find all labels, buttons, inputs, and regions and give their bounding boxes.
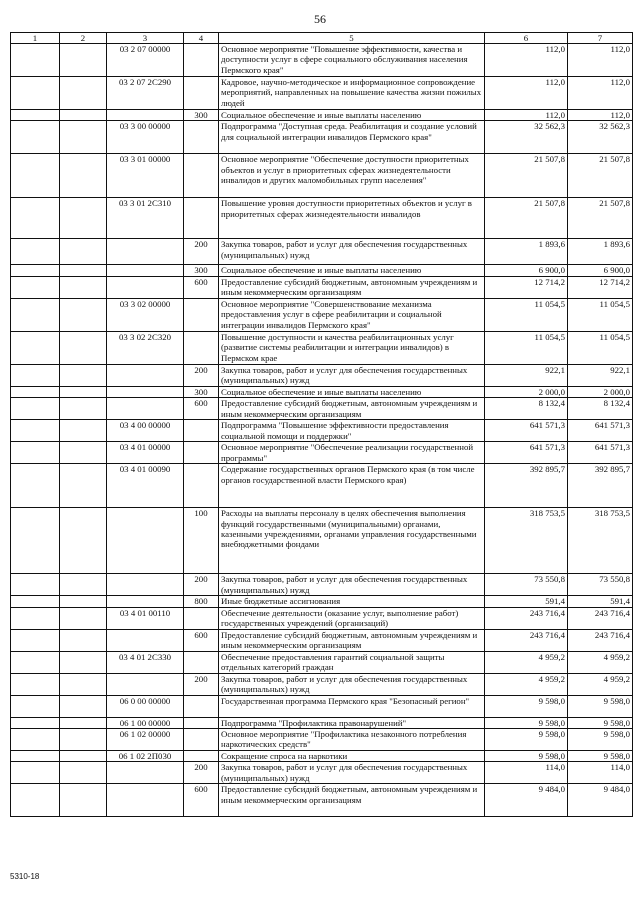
cell-col-4 (184, 198, 219, 239)
cell-col-3: 03 2 07 00000 (107, 44, 184, 77)
cell-col-5: Содержание государственных органов Пермского края (в том числе органов государственной власти Пермского края) (219, 464, 485, 508)
cell-col-6: 922,1 (485, 364, 568, 386)
cell-col-6: 243 716,4 (485, 607, 568, 629)
cell-col-1 (11, 784, 60, 817)
column-header: 5 (219, 33, 485, 44)
cell-col-1 (11, 442, 60, 464)
cell-col-4 (184, 751, 219, 762)
cell-col-6: 243 716,4 (485, 629, 568, 651)
cell-col-2 (60, 364, 107, 386)
cell-col-4 (184, 77, 219, 110)
cell-col-7: 1 893,6 (568, 239, 633, 265)
cell-col-6: 591,4 (485, 596, 568, 607)
cell-col-4: 300 (184, 110, 219, 121)
cell-col-6: 9 484,0 (485, 784, 568, 817)
cell-col-7: 73 550,8 (568, 574, 633, 596)
column-header: 7 (568, 33, 633, 44)
table-row (11, 121, 633, 154)
budget-table (10, 32, 633, 817)
cell-col-5: Обеспечение деятельности (оказание услуг, выполнение работ) государственных учреждений (организаций) (219, 607, 485, 629)
cell-col-6: 6 900,0 (485, 265, 568, 276)
cell-col-1 (11, 508, 60, 574)
cell-col-1 (11, 729, 60, 751)
cell-col-7: 21 507,8 (568, 198, 633, 239)
cell-col-2 (60, 784, 107, 817)
cell-col-1 (11, 110, 60, 121)
cell-col-1 (11, 298, 60, 331)
cell-col-1 (11, 762, 60, 784)
table-row (11, 364, 633, 386)
cell-col-3: 03 4 01 00090 (107, 464, 184, 508)
table-row (11, 239, 633, 265)
cell-col-3 (107, 110, 184, 121)
cell-col-5: Подпрограмма "Повышение эффективности предоставления социальной помощи и поддержки" (219, 420, 485, 442)
cell-col-7: 243 716,4 (568, 629, 633, 651)
cell-col-7: 9 598,0 (568, 751, 633, 762)
cell-col-5: Закупка товаров, работ и услуг для обеспечения государственных (муниципальных) нужд (219, 364, 485, 386)
cell-col-1 (11, 673, 60, 695)
table-row (11, 464, 633, 508)
cell-col-3 (107, 364, 184, 386)
cell-col-3 (107, 596, 184, 607)
cell-col-3: 06 1 02 2П030 (107, 751, 184, 762)
cell-col-4: 600 (184, 629, 219, 651)
table-row (11, 154, 633, 198)
cell-col-6: 9 598,0 (485, 751, 568, 762)
cell-col-2 (60, 276, 107, 298)
cell-col-1 (11, 364, 60, 386)
cell-col-3: 03 4 01 00000 (107, 442, 184, 464)
column-header: 2 (60, 33, 107, 44)
table-row (11, 44, 633, 77)
table-row (11, 265, 633, 276)
cell-col-6: 9 598,0 (485, 695, 568, 717)
cell-col-7: 641 571,3 (568, 420, 633, 442)
cell-col-5: Сокращение спроса на наркотики (219, 751, 485, 762)
cell-col-1 (11, 276, 60, 298)
cell-col-3 (107, 386, 184, 397)
table-row (11, 717, 633, 728)
cell-col-2 (60, 44, 107, 77)
cell-col-2 (60, 673, 107, 695)
cell-col-6: 1 893,6 (485, 239, 568, 265)
cell-col-6: 114,0 (485, 762, 568, 784)
cell-col-6: 32 562,3 (485, 121, 568, 154)
header-row (11, 33, 633, 44)
table-row (11, 673, 633, 695)
table-row (11, 198, 633, 239)
cell-col-6: 21 507,8 (485, 198, 568, 239)
cell-col-6: 641 571,3 (485, 420, 568, 442)
cell-col-6: 4 959,2 (485, 673, 568, 695)
table-row (11, 651, 633, 673)
cell-col-2 (60, 442, 107, 464)
cell-col-3: 03 4 00 00000 (107, 420, 184, 442)
cell-col-1 (11, 265, 60, 276)
cell-col-2 (60, 398, 107, 420)
cell-col-5: Основное мероприятие "Профилактика незаконного потребления наркотических средств" (219, 729, 485, 751)
table-row (11, 762, 633, 784)
cell-col-2 (60, 596, 107, 607)
cell-col-6: 8 132,4 (485, 398, 568, 420)
cell-col-7: 6 900,0 (568, 265, 633, 276)
cell-col-6: 4 959,2 (485, 651, 568, 673)
cell-col-7: 12 714,2 (568, 276, 633, 298)
cell-col-3: 06 0 00 00000 (107, 695, 184, 717)
cell-col-4: 600 (184, 398, 219, 420)
table-row (11, 420, 633, 442)
cell-col-2 (60, 331, 107, 364)
cell-col-1 (11, 629, 60, 651)
cell-col-1 (11, 44, 60, 77)
cell-col-6: 73 550,8 (485, 574, 568, 596)
cell-col-7: 9 598,0 (568, 717, 633, 728)
cell-col-7: 641 571,3 (568, 442, 633, 464)
cell-col-7: 32 562,3 (568, 121, 633, 154)
cell-col-6: 2 000,0 (485, 386, 568, 397)
cell-col-4: 300 (184, 265, 219, 276)
cell-col-2 (60, 717, 107, 728)
cell-col-5: Социальное обеспечение и иные выплаты населению (219, 110, 485, 121)
cell-col-3: 03 4 01 00110 (107, 607, 184, 629)
cell-col-5: Основное мероприятие "Повышение эффективности, качества и доступности услуг в сфере социального обслуживания населения Пермского края" (219, 44, 485, 77)
cell-col-7: 318 753,5 (568, 508, 633, 574)
cell-col-4 (184, 420, 219, 442)
cell-col-2 (60, 751, 107, 762)
cell-col-5: Подпрограмма "Доступная среда. Реабилитация и создание условий для социальной интеграции инвалидов Пермского края" (219, 121, 485, 154)
cell-col-7: 922,1 (568, 364, 633, 386)
cell-col-3: 03 3 01 2С310 (107, 198, 184, 239)
cell-col-2 (60, 574, 107, 596)
cell-col-1 (11, 717, 60, 728)
cell-col-6: 112,0 (485, 110, 568, 121)
cell-col-1 (11, 154, 60, 198)
cell-col-4 (184, 695, 219, 717)
cell-col-4 (184, 729, 219, 751)
table-body (11, 44, 633, 817)
cell-col-6: 11 054,5 (485, 298, 568, 331)
cell-col-5: Предоставление субсидий бюджетным, автономным учреждениям и иным некоммерческим организациям (219, 276, 485, 298)
cell-col-5: Подпрограмма "Профилактика правонарушений" (219, 717, 485, 728)
cell-col-2 (60, 298, 107, 331)
cell-col-4 (184, 154, 219, 198)
cell-col-5: Закупка товаров, работ и услуг для обеспечения государственных (муниципальных) нужд (219, 673, 485, 695)
cell-col-4: 200 (184, 574, 219, 596)
cell-col-7: 392 895,7 (568, 464, 633, 508)
cell-col-4 (184, 607, 219, 629)
column-header: 3 (107, 33, 184, 44)
table-row (11, 398, 633, 420)
cell-col-5: Кадровое, научно-методическое и информационное сопровождение мероприятий, направленных на повышение качества жизни пожилых людей (219, 77, 485, 110)
table-row (11, 77, 633, 110)
cell-col-4: 200 (184, 762, 219, 784)
cell-col-1 (11, 77, 60, 110)
cell-col-1 (11, 420, 60, 442)
cell-col-5: Предоставление субсидий бюджетным, автономным учреждениям и иным некоммерческим организациям (219, 629, 485, 651)
cell-col-6: 21 507,8 (485, 154, 568, 198)
table-row (11, 331, 633, 364)
cell-col-3 (107, 574, 184, 596)
table-row (11, 596, 633, 607)
cell-col-1 (11, 398, 60, 420)
cell-col-2 (60, 265, 107, 276)
cell-col-4 (184, 717, 219, 728)
cell-col-1 (11, 695, 60, 717)
table-row (11, 629, 633, 651)
cell-col-4 (184, 651, 219, 673)
cell-col-3 (107, 762, 184, 784)
cell-col-4: 200 (184, 673, 219, 695)
cell-col-7: 114,0 (568, 762, 633, 784)
cell-col-4 (184, 442, 219, 464)
cell-col-2 (60, 629, 107, 651)
cell-col-5: Предоставление субсидий бюджетным, автономным учреждениям и иным некоммерческим организациям (219, 398, 485, 420)
cell-col-1 (11, 198, 60, 239)
cell-col-4 (184, 464, 219, 508)
cell-col-7: 11 054,5 (568, 331, 633, 364)
cell-col-7: 9 484,0 (568, 784, 633, 817)
cell-col-7: 112,0 (568, 110, 633, 121)
cell-col-2 (60, 762, 107, 784)
table-row (11, 607, 633, 629)
cell-col-3 (107, 629, 184, 651)
cell-col-3: 03 3 02 2С320 (107, 331, 184, 364)
cell-col-6: 641 571,3 (485, 442, 568, 464)
cell-col-4 (184, 121, 219, 154)
cell-col-7: 9 598,0 (568, 695, 633, 717)
table-row (11, 784, 633, 817)
cell-col-6: 9 598,0 (485, 717, 568, 728)
cell-col-3 (107, 508, 184, 574)
cell-col-3: 06 1 02 00000 (107, 729, 184, 751)
table-row (11, 442, 633, 464)
cell-col-2 (60, 239, 107, 265)
cell-col-7: 112,0 (568, 77, 633, 110)
cell-col-6: 11 054,5 (485, 331, 568, 364)
cell-col-5: Обеспечение предоставления гарантий социальной защиты отдельных категорий граждан (219, 651, 485, 673)
cell-col-7: 11 054,5 (568, 298, 633, 331)
cell-col-2 (60, 508, 107, 574)
cell-col-3: 03 3 02 00000 (107, 298, 184, 331)
cell-col-7: 591,4 (568, 596, 633, 607)
cell-col-7: 2 000,0 (568, 386, 633, 397)
cell-col-7: 9 598,0 (568, 729, 633, 751)
cell-col-6: 112,0 (485, 77, 568, 110)
cell-col-2 (60, 386, 107, 397)
cell-col-3 (107, 398, 184, 420)
table-row (11, 276, 633, 298)
cell-col-3 (107, 784, 184, 817)
cell-col-5: Закупка товаров, работ и услуг для обеспечения государственных (муниципальных) нужд (219, 239, 485, 265)
cell-col-3 (107, 673, 184, 695)
document-code: 5310-18 (10, 872, 40, 881)
cell-col-5: Основное мероприятие "Совершенствование механизма предоставления услуг в сфере реабилитации и социальной интеграции инвалидов Пермского края" (219, 298, 485, 331)
table-row (11, 386, 633, 397)
cell-col-2 (60, 77, 107, 110)
cell-col-3: 06 1 00 00000 (107, 717, 184, 728)
column-header: 6 (485, 33, 568, 44)
cell-col-4: 300 (184, 386, 219, 397)
cell-col-3: 03 3 00 00000 (107, 121, 184, 154)
cell-col-4 (184, 44, 219, 77)
cell-col-1 (11, 239, 60, 265)
cell-col-3 (107, 265, 184, 276)
cell-col-4: 600 (184, 276, 219, 298)
cell-col-5: Государственная программа Пермского края "Безопасный регион" (219, 695, 485, 717)
cell-col-7: 4 959,2 (568, 651, 633, 673)
cell-col-2 (60, 420, 107, 442)
cell-col-5: Закупка товаров, работ и услуг для обеспечения государственных (муниципальных) нужд (219, 574, 485, 596)
cell-col-3: 03 4 01 2С330 (107, 651, 184, 673)
cell-col-4: 200 (184, 364, 219, 386)
cell-col-2 (60, 695, 107, 717)
cell-col-3 (107, 276, 184, 298)
cell-col-7: 21 507,8 (568, 154, 633, 198)
cell-col-5: Основное мероприятие "Обеспечение реализации государственной программы" (219, 442, 485, 464)
cell-col-1 (11, 607, 60, 629)
cell-col-6: 12 714,2 (485, 276, 568, 298)
cell-col-1 (11, 331, 60, 364)
cell-col-4: 600 (184, 784, 219, 817)
cell-col-1 (11, 464, 60, 508)
cell-col-2 (60, 464, 107, 508)
cell-col-1 (11, 121, 60, 154)
cell-col-4 (184, 298, 219, 331)
cell-col-1 (11, 651, 60, 673)
table-row (11, 751, 633, 762)
cell-col-5: Социальное обеспечение и иные выплаты населению (219, 265, 485, 276)
cell-col-6: 318 753,5 (485, 508, 568, 574)
cell-col-2 (60, 154, 107, 198)
cell-col-2 (60, 198, 107, 239)
cell-col-7: 112,0 (568, 44, 633, 77)
cell-col-1 (11, 574, 60, 596)
cell-col-1 (11, 596, 60, 607)
cell-col-5: Расходы на выплаты персоналу в целях обеспечения выполнения функций государственными (муниципальными) органами, казенными учреждениями, органами управления государственными внебюджетными фондами (219, 508, 485, 574)
cell-col-7: 243 716,4 (568, 607, 633, 629)
cell-col-1 (11, 386, 60, 397)
cell-col-7: 8 132,4 (568, 398, 633, 420)
table-row (11, 110, 633, 121)
column-header: 4 (184, 33, 219, 44)
cell-col-5: Основное мероприятие "Обеспечение доступности приоритетных объектов и услуг в приоритетных сферах жизнедеятельности инвалидов и других маломобильных групп населения" (219, 154, 485, 198)
cell-col-5: Закупка товаров, работ и услуг для обеспечения государственных (муниципальных) нужд (219, 762, 485, 784)
cell-col-5: Повышение доступности и качества реабилитационных услуг (развитие системы реабилитации и интеграции инвалидов) в Пермском крае (219, 331, 485, 364)
cell-col-6: 112,0 (485, 44, 568, 77)
cell-col-5: Повышение уровня доступности приоритетных объектов и услуг в приоритетных сферах жизнедеятельности инвалидов (219, 198, 485, 239)
cell-col-5: Иные бюджетные ассигнования (219, 596, 485, 607)
cell-col-4: 800 (184, 596, 219, 607)
cell-col-2 (60, 121, 107, 154)
cell-col-5: Социальное обеспечение и иные выплаты населению (219, 386, 485, 397)
cell-col-6: 9 598,0 (485, 729, 568, 751)
table-row (11, 729, 633, 751)
cell-col-2 (60, 110, 107, 121)
cell-col-2 (60, 607, 107, 629)
cell-col-3: 03 2 07 2С290 (107, 77, 184, 110)
cell-col-4: 200 (184, 239, 219, 265)
cell-col-4: 100 (184, 508, 219, 574)
cell-col-4 (184, 331, 219, 364)
cell-col-2 (60, 651, 107, 673)
table-row (11, 298, 633, 331)
cell-col-3: 03 3 01 00000 (107, 154, 184, 198)
cell-col-3 (107, 239, 184, 265)
cell-col-6: 392 895,7 (485, 464, 568, 508)
table-row (11, 695, 633, 717)
cell-col-5: Предоставление субсидий бюджетным, автономным учреждениям и иным некоммерческим организациям (219, 784, 485, 817)
cell-col-1 (11, 751, 60, 762)
cell-col-7: 4 959,2 (568, 673, 633, 695)
page-number: 56 (314, 12, 326, 26)
column-header: 1 (11, 33, 60, 44)
table-row (11, 574, 633, 596)
table-row (11, 508, 633, 574)
cell-col-2 (60, 729, 107, 751)
